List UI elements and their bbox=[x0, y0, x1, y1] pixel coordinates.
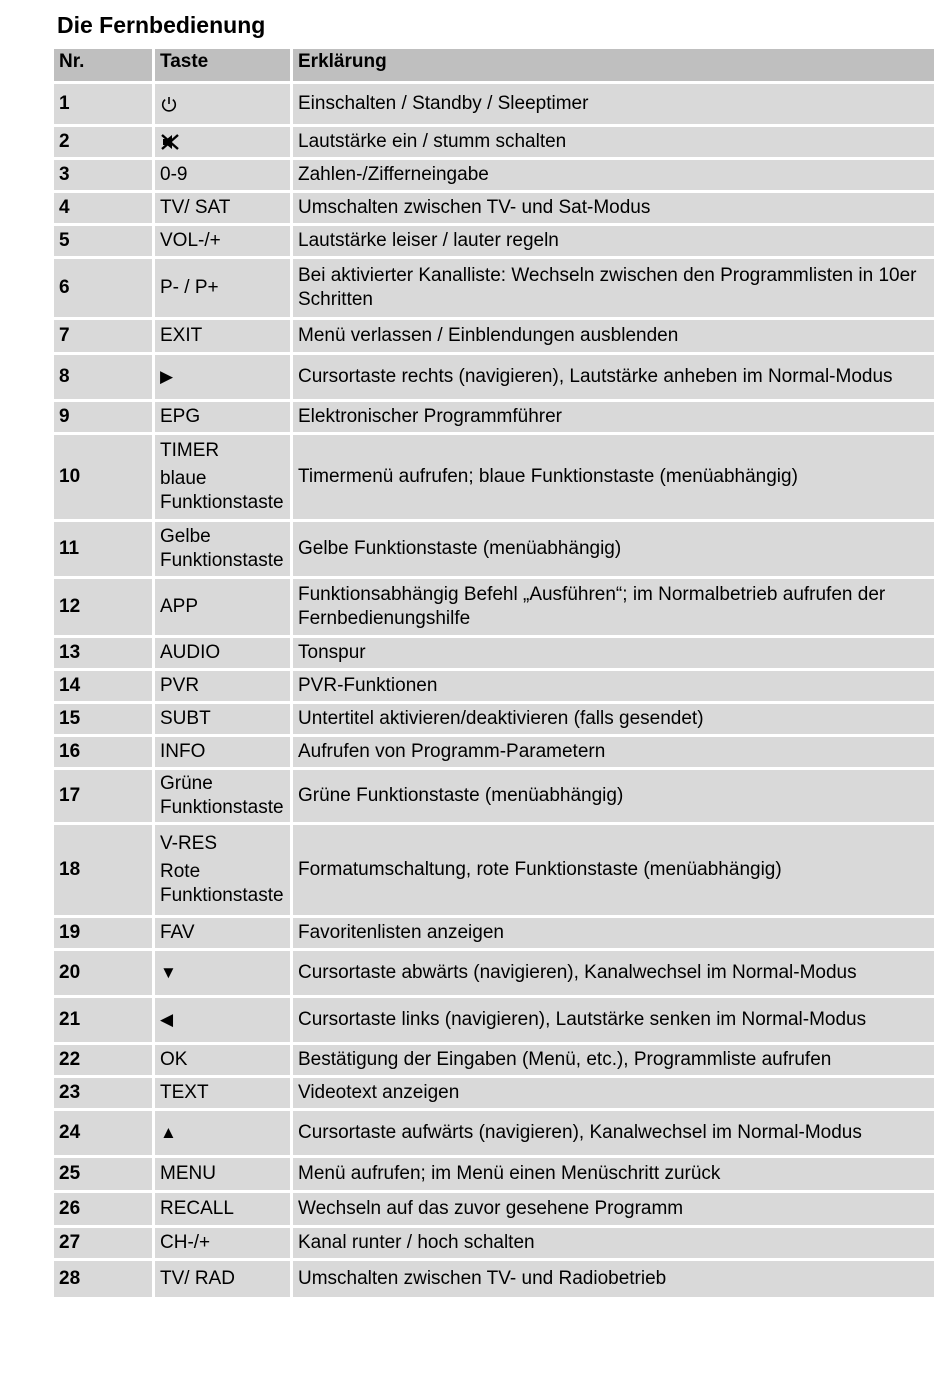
table-row bbox=[54, 825, 934, 915]
key-label: TV/ RAD bbox=[160, 1268, 235, 1289]
row-description: Kanal runter / hoch schalten bbox=[293, 1228, 934, 1258]
row-number: 2 bbox=[54, 127, 152, 157]
key-label: APP bbox=[160, 596, 199, 617]
row-key bbox=[155, 825, 290, 915]
row-number: 25 bbox=[54, 1158, 152, 1190]
row-number: 26 bbox=[54, 1193, 152, 1225]
row-key bbox=[155, 579, 290, 635]
row-number: 4 bbox=[54, 193, 152, 223]
table-row bbox=[54, 918, 934, 948]
key-label: Rote Funktionstaste bbox=[160, 861, 284, 906]
row-description: Timermenü aufrufen; blaue Funktionstaste (menüabhängig) bbox=[293, 435, 934, 519]
table-header-row bbox=[54, 49, 934, 81]
row-description: Zahlen-/Zifferneingabe bbox=[293, 160, 934, 190]
row-number: 13 bbox=[54, 638, 152, 668]
key-label: Gelbe Funktionstaste bbox=[160, 526, 284, 571]
key-label: RECALL bbox=[160, 1198, 234, 1219]
arrow-left-icon: ◀ bbox=[160, 1010, 174, 1029]
row-number: 9 bbox=[54, 402, 152, 432]
table-row bbox=[54, 402, 934, 432]
key-label: V-RES bbox=[160, 833, 218, 854]
arrow-up-icon: ▲ bbox=[160, 1123, 177, 1142]
key-label: MENU bbox=[160, 1163, 216, 1184]
row-number: 12 bbox=[54, 579, 152, 635]
key-label: blaue Funktionstaste bbox=[160, 468, 284, 513]
row-description: Tonspur bbox=[293, 638, 934, 668]
row-number: 16 bbox=[54, 737, 152, 767]
key-label: EPG bbox=[160, 406, 201, 427]
row-description: Cursortaste aufwärts (navigieren), Kanalwechsel im Normal-Modus bbox=[293, 1111, 934, 1155]
row-description: Videotext anzeigen bbox=[293, 1078, 934, 1108]
row-key bbox=[155, 998, 290, 1042]
header-taste: Taste bbox=[155, 49, 290, 81]
row-key bbox=[155, 1228, 290, 1258]
table-row bbox=[54, 704, 934, 734]
table-row bbox=[54, 226, 934, 256]
row-description: Umschalten zwischen TV- und Radiobetrieb bbox=[293, 1261, 934, 1297]
header-erklaerung: Erklärung bbox=[293, 49, 934, 81]
row-number: 14 bbox=[54, 671, 152, 701]
row-key bbox=[155, 1045, 290, 1075]
row-description: Lautstärke ein / stumm schalten bbox=[293, 127, 934, 157]
key-label: CH-/+ bbox=[160, 1232, 211, 1253]
row-number: 1 bbox=[54, 84, 152, 124]
table-row bbox=[54, 259, 934, 317]
key-label: VOL-/+ bbox=[160, 230, 221, 251]
row-description: Cursortaste links (navigieren), Lautstärke senken im Normal-Modus bbox=[293, 998, 934, 1042]
table-row bbox=[54, 1158, 934, 1190]
row-key bbox=[155, 84, 290, 124]
row-key bbox=[155, 402, 290, 432]
row-description: Elektronischer Programmführer bbox=[293, 402, 934, 432]
key-label: PVR bbox=[160, 675, 200, 696]
table-row bbox=[54, 522, 934, 576]
table-row bbox=[54, 1261, 934, 1297]
key-label: AUDIO bbox=[160, 642, 221, 663]
row-description: Untertitel aktivieren/deaktivieren (falls gesendet) bbox=[293, 704, 934, 734]
table-row bbox=[54, 638, 934, 668]
arrow-down-icon: ▼ bbox=[160, 963, 177, 982]
row-description: PVR-Funktionen bbox=[293, 671, 934, 701]
row-key bbox=[155, 1111, 290, 1155]
key-label: TEXT bbox=[160, 1082, 209, 1103]
row-key bbox=[155, 704, 290, 734]
row-description: Aufrufen von Programm-Parametern bbox=[293, 737, 934, 767]
row-key bbox=[155, 259, 290, 317]
row-description: Bei aktivierter Kanalliste: Wechseln zwischen den Programmlisten in 10er Schritten bbox=[293, 259, 934, 317]
table-row bbox=[54, 1228, 934, 1258]
key-label: Grüne Funktionstaste bbox=[160, 773, 284, 818]
key-label: SUBT bbox=[160, 708, 211, 729]
row-key bbox=[155, 671, 290, 701]
row-key bbox=[155, 951, 290, 995]
key-label: EXIT bbox=[160, 325, 203, 346]
row-description: Menü aufrufen; im Menü einen Menüschritt zurück bbox=[293, 1158, 934, 1190]
row-key bbox=[155, 1158, 290, 1190]
table-row bbox=[54, 951, 934, 995]
row-key bbox=[155, 193, 290, 223]
row-number: 11 bbox=[54, 522, 152, 576]
row-number: 24 bbox=[54, 1111, 152, 1155]
row-key bbox=[155, 638, 290, 668]
row-number: 20 bbox=[54, 951, 152, 995]
table-row bbox=[54, 1078, 934, 1108]
table-row bbox=[54, 998, 934, 1042]
row-key bbox=[155, 127, 290, 157]
mute-icon bbox=[160, 133, 180, 151]
table-row bbox=[54, 320, 934, 352]
table-row bbox=[54, 1045, 934, 1075]
row-key bbox=[155, 355, 290, 399]
remote-control-table bbox=[51, 46, 937, 1300]
row-number: 27 bbox=[54, 1228, 152, 1258]
row-key bbox=[155, 737, 290, 767]
table-row bbox=[54, 579, 934, 635]
row-number: 23 bbox=[54, 1078, 152, 1108]
row-description: Grüne Funktionstaste (menüabhängig) bbox=[293, 770, 934, 822]
arrow-right-icon: ▶ bbox=[160, 367, 174, 386]
row-description: Favoritenlisten anzeigen bbox=[293, 918, 934, 948]
row-key bbox=[155, 435, 290, 519]
key-label: OK bbox=[160, 1049, 188, 1070]
row-key bbox=[155, 1193, 290, 1225]
row-description: Menü verlassen / Einblendungen ausblenden bbox=[293, 320, 934, 352]
row-number: 28 bbox=[54, 1261, 152, 1297]
row-number: 18 bbox=[54, 825, 152, 915]
row-description: Formatumschaltung, rote Funktionstaste (menüabhängig) bbox=[293, 825, 934, 915]
table-row bbox=[54, 160, 934, 190]
row-number: 22 bbox=[54, 1045, 152, 1075]
header-nr: Nr. bbox=[54, 49, 152, 81]
row-description: Bestätigung der Eingaben (Menü, etc.), Programmliste aufrufen bbox=[293, 1045, 934, 1075]
table-row bbox=[54, 127, 934, 157]
table-row bbox=[54, 435, 934, 519]
row-number: 8 bbox=[54, 355, 152, 399]
table-row bbox=[54, 84, 934, 124]
table-row bbox=[54, 737, 934, 767]
power-icon bbox=[160, 95, 178, 113]
row-key bbox=[155, 522, 290, 576]
table-row bbox=[54, 1111, 934, 1155]
row-description: Umschalten zwischen TV- und Sat-Modus bbox=[293, 193, 934, 223]
key-label: TIMER bbox=[160, 440, 220, 461]
table-row bbox=[54, 193, 934, 223]
row-number: 6 bbox=[54, 259, 152, 317]
row-key bbox=[155, 320, 290, 352]
row-number: 5 bbox=[54, 226, 152, 256]
row-description: Cursortaste abwärts (navigieren), Kanalwechsel im Normal-Modus bbox=[293, 951, 934, 995]
row-number: 15 bbox=[54, 704, 152, 734]
table-row bbox=[54, 671, 934, 701]
key-label: P- / P+ bbox=[160, 277, 219, 298]
row-key bbox=[155, 1078, 290, 1108]
row-description: Wechseln auf das zuvor gesehene Programm bbox=[293, 1193, 934, 1225]
row-key bbox=[155, 226, 290, 256]
row-key bbox=[155, 918, 290, 948]
row-key bbox=[155, 770, 290, 822]
row-description: Einschalten / Standby / Sleeptimer bbox=[293, 84, 934, 124]
row-description: Cursortaste rechts (navigieren), Lautstärke anheben im Normal-Modus bbox=[293, 355, 934, 399]
key-label: TV/ SAT bbox=[160, 197, 231, 218]
row-number: 17 bbox=[54, 770, 152, 822]
key-label: 0-9 bbox=[160, 164, 188, 185]
row-number: 21 bbox=[54, 998, 152, 1042]
table-row bbox=[54, 355, 934, 399]
table-row bbox=[54, 770, 934, 822]
row-number: 10 bbox=[54, 435, 152, 519]
row-description: Lautstärke leiser / lauter regeln bbox=[293, 226, 934, 256]
row-key bbox=[155, 160, 290, 190]
row-number: 7 bbox=[54, 320, 152, 352]
row-number: 3 bbox=[54, 160, 152, 190]
row-key bbox=[155, 1261, 290, 1297]
key-label: INFO bbox=[160, 741, 206, 762]
row-number: 19 bbox=[54, 918, 152, 948]
table-row bbox=[54, 1193, 934, 1225]
row-description: Funktionsabhängig Befehl „Ausführen“; im Normalbetrieb aufrufen der Fernbedienungshilfe bbox=[293, 579, 934, 635]
row-description: Gelbe Funktionstaste (menüabhängig) bbox=[293, 522, 934, 576]
page-title: Die Fernbedienung bbox=[57, 12, 266, 38]
key-label: FAV bbox=[160, 922, 195, 943]
